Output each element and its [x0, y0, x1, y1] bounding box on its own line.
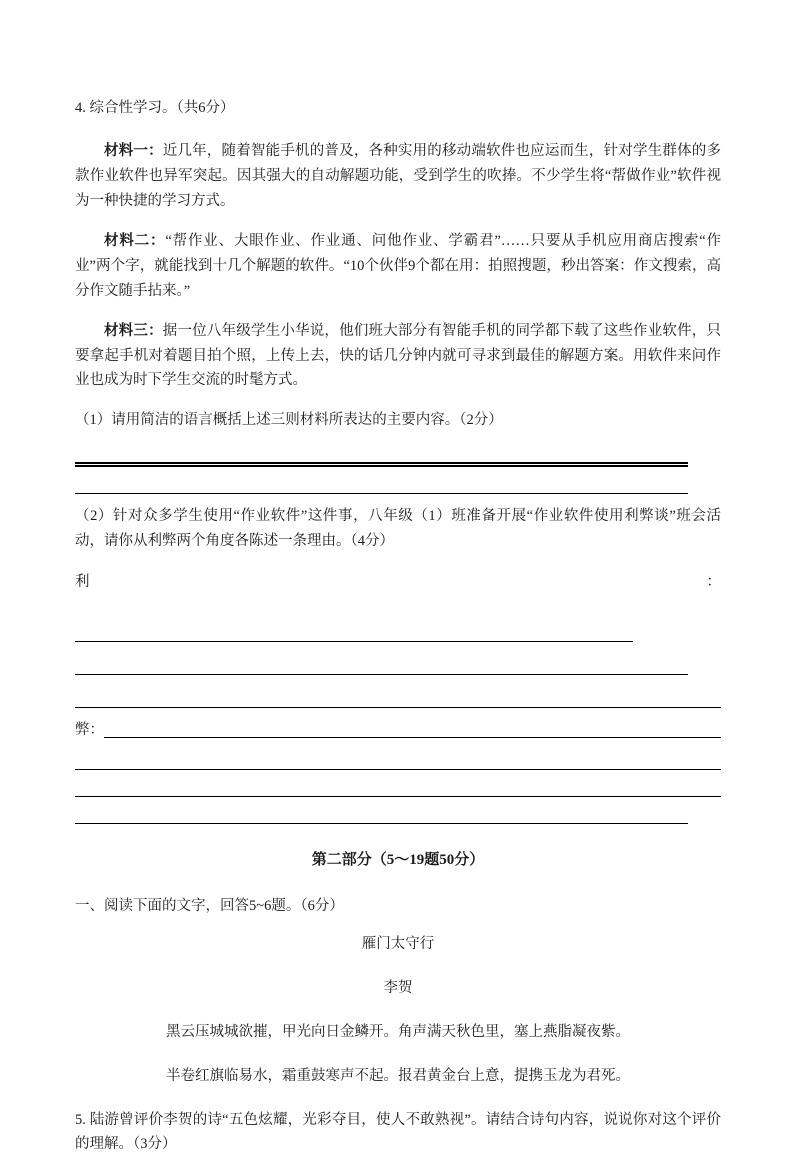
answer-area-pros: [75, 609, 721, 708]
material-1-label: 材料一：: [104, 142, 163, 159]
poem-line-1: 黑云压城城欲摧，甲光向日金鳞开。角声满天秋色里，塞上燕脂凝夜紫。: [166, 1023, 630, 1040]
poem-title: 雁门太守行: [361, 935, 435, 952]
material-3-label: 材料三：: [104, 322, 163, 339]
cons-section-row: [75, 718, 721, 743]
question-4-sub1: （1）请用简洁的语言概括上述三则材料所表达的主要内容。（2分）: [75, 412, 503, 429]
answer-line: [75, 743, 721, 770]
answer-area-cons: [75, 743, 721, 824]
question-4-header: 4. 综合性学习。（共6分）: [75, 100, 235, 116]
reading-instruction: 一、阅读下面的文字，回答5~6题。（6分）: [75, 897, 344, 914]
answer-line: [75, 770, 721, 797]
material-3: [75, 319, 721, 394]
cons-label: 弊：: [75, 722, 104, 739]
material-2-text: “帮作业、大眼作业、作业通、问他作业、学霸君”……只要从手机应用商店搜索“作业”两个字，就能找到十几个解题的软件。“10个伙伴9个都在用：拍照搜题，秒出答案：作文搜索，高分作文随手拈来。”: [75, 232, 722, 299]
poem-line-2: 半卷红旗临易水，霜重鼓寒声不起。报君黄金台上意，提携玉龙为君死。: [166, 1067, 630, 1084]
poem-block: [75, 932, 721, 1089]
answer-area-sub1: [75, 443, 721, 494]
answer-line: [75, 443, 688, 467]
answer-line: [75, 642, 688, 675]
pros-section-row: [75, 570, 721, 595]
material-2: [75, 229, 721, 304]
part2-header: 第二部分（5～19题50分）: [311, 852, 485, 869]
answer-line: [75, 467, 688, 494]
material-1-text: 近几年，随着智能手机的普及，各种实用的移动端软件也应运而生，针对学生群体的多款作业软件也异军突起。因其强大的自动解题功能，受到学生的吹捧。不少学生将“帮做作业”软件视为一种快捷的学习方式。: [75, 142, 721, 209]
answer-line: [75, 675, 721, 708]
cons-inline-answer-line: [104, 718, 721, 738]
question-4-sub2: （2）针对众多学生使用“作业软件”这件事，八年级（1）班准备开展“作业软件使用利弊谈”班会活动，请你从利弊两个角度各陈述一条理由。（4分）: [75, 508, 721, 550]
question-5: 5. 陆游曾评价李贺的诗“五色炫耀，光彩夺目，使人不敢熟视”。请结合诗句内容，说说你对这个评价的理解。（3分）: [75, 1111, 721, 1153]
answer-line: [75, 609, 633, 642]
material-2-label: 材料二：: [104, 232, 166, 249]
pros-label: 利: [75, 574, 90, 591]
answer-line: [75, 797, 688, 824]
pros-trailing-colon: ：: [706, 574, 721, 591]
material-3-text: 据一位八年级学生小华说，他们班大部分有智能手机的同学都下载了这些作业软件，只要拿起手机对着题目拍个照，上传上去，快的话几分钟内就可寻求到最佳的解题方案。用软件来问作业也成为时下学生交流的时髦方式。: [75, 322, 721, 389]
material-1: [75, 139, 721, 214]
poem-author: 李贺: [383, 979, 413, 996]
